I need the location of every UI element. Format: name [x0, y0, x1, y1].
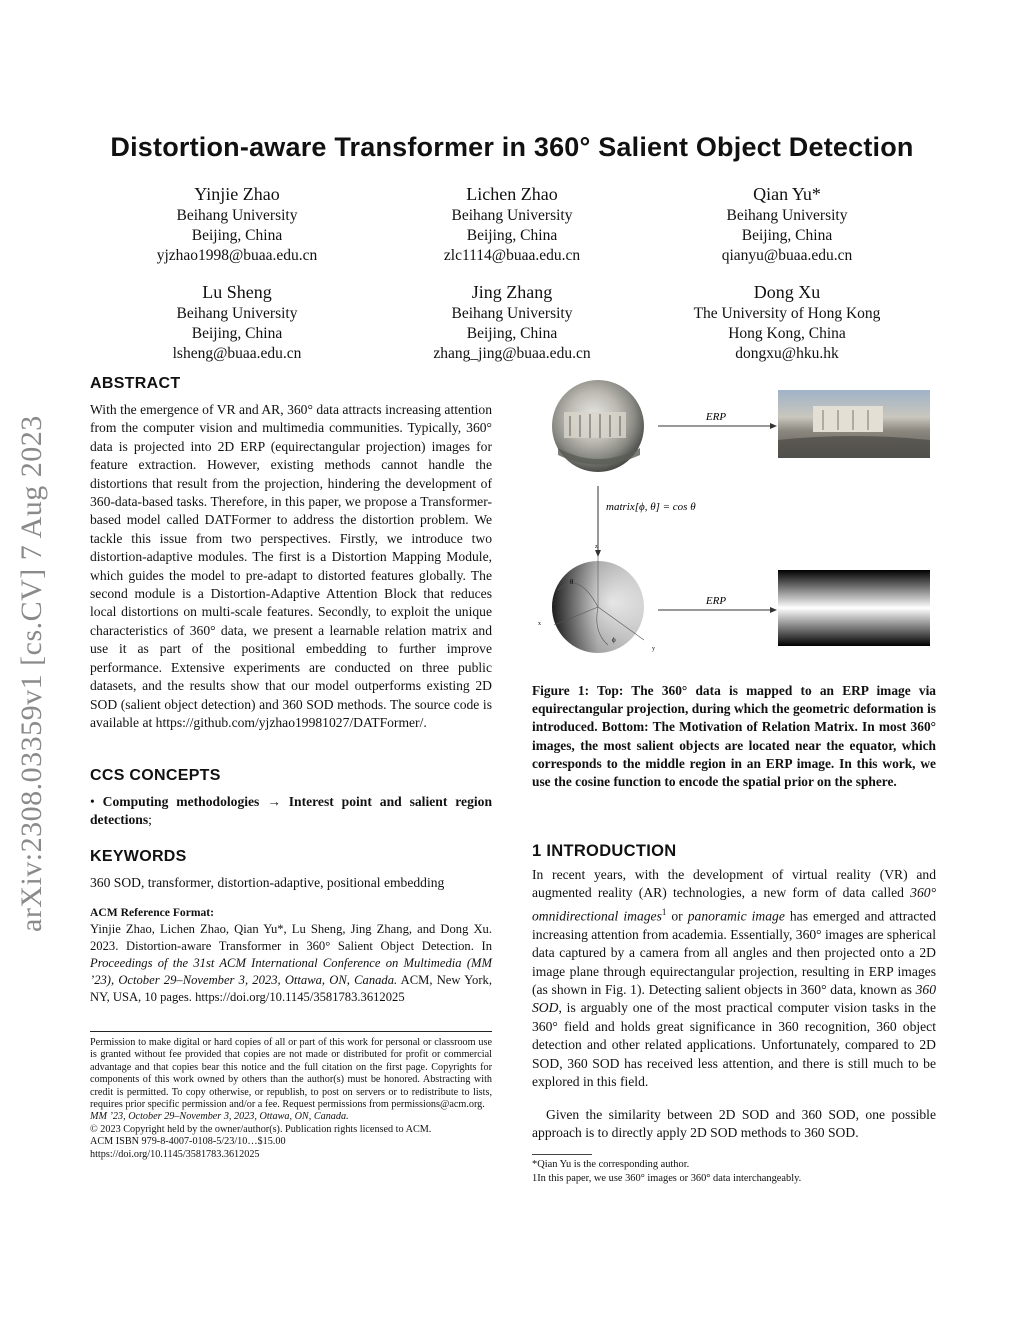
author-affiliation: Beihang University: [451, 207, 573, 224]
arxiv-stamp: arXiv:2308.03359v1 [cs.CV] 7 Aug 2023: [15, 415, 48, 932]
author-affiliation: Beihang University: [726, 207, 848, 224]
axis-y-label: y: [652, 646, 655, 652]
author-email: qianyu@buaa.edu.cn: [721, 247, 853, 264]
acm-reference: [90, 921, 492, 1006]
author-email: zlc1114@buaa.edu.cn: [443, 247, 581, 264]
footnotes: [532, 1158, 936, 1186]
author-name: Dong Xu: [753, 282, 821, 302]
figure-1: [538, 370, 938, 670]
footnote-rule-right: [532, 1154, 592, 1155]
erp-ground: [778, 436, 930, 458]
author-name: Lu Sheng: [202, 282, 272, 302]
author-location: Hong Kong, China: [728, 325, 846, 342]
intro-paragraph-1: [532, 866, 936, 1091]
axis-z-label: z: [595, 544, 598, 550]
permission-doi: https://doi.org/10.1145/3581783.3612025: [90, 1148, 260, 1160]
keywords-heading: KEYWORDS: [90, 848, 187, 865]
author-block: [382, 182, 642, 266]
author-name: Qian Yu*: [753, 184, 821, 204]
author-block: [657, 182, 917, 266]
permission-copyright: © 2023 Copyright held by the owner/author(s). Publication rights licensed to ACM.: [90, 1123, 432, 1135]
intro-term: 360° omnidirectional images: [532, 885, 936, 924]
ccs-concept-bold: Computing methodologies → Interest point and salient region detections: [90, 794, 493, 828]
intro-text: has emerged and attracted increasing attention from academia. Essentially, 360° images are spherical data captured by a camera from all angles and then projected onto a 2D image plane through equirectangular projection, resulting in ERP images (as shown in Fig. 1). Detecting salient objects in 360° data, known as: [532, 908, 936, 997]
author-block: [107, 182, 367, 266]
arrow-head-icon: [770, 423, 777, 429]
author-name: Lichen Zhao: [466, 184, 558, 204]
intro-term: panoramic image: [687, 908, 785, 924]
ccs-bullet: •: [90, 794, 95, 809]
keywords-text: 360 SOD, transformer, distortion-adaptive, positional embedding: [90, 875, 445, 890]
ccs-concepts: [90, 793, 492, 830]
erp-cosine-map: [778, 570, 930, 646]
acm-ref-text: Yinjie Zhao, Lichen Zhao, Qian Yu*, Lu Sheng, Jing Zhang, and Dong Xu. 2023. Distortion-aware Transformer in 360° Salient Object Detection. In: [90, 922, 492, 953]
erp-label-bottom: ERP: [705, 595, 727, 607]
author-email: zhang_jing@buaa.edu.cn: [433, 345, 591, 362]
footnote-rule: [90, 1031, 492, 1032]
author-email: dongxu@hku.hk: [735, 345, 839, 362]
author-affiliation: Beihang University: [451, 305, 573, 322]
author-location: Beijing, China: [466, 325, 558, 342]
paper-title: Distortion-aware Transformer in 360° Salient Object Detection: [110, 132, 914, 162]
arrow-head-icon: [770, 607, 777, 613]
permission-venue: MM ’23, October 29–November 3, 2023, Ottawa, ON, Canada.: [90, 1111, 349, 1123]
erp-label-top: ERP: [705, 411, 727, 423]
author-location: Beijing, China: [191, 227, 283, 244]
abstract-text: With the emergence of VR and AR, 360° data attracts increasing attention from the computer vision and multimedia communities. Typically, 360° data is projected into 2D ERP (equirectangular projection) images for feature extraction. However, existing methods cannot handle the distortions that result from the projection, hindering the development of 360-data-based tasks. Therefore, in this paper, we propose a Transformer-based model called DATFormer to address the distortion problem. We tackle this issue from two perspectives. Firstly, we introduce two distortion-adaptive modules. The first is a Distortion Mapping Module, which guides the model to pre-adapt to distorted features globally. The second module is a Distortion-Adaptive Attention Block that reduces local distortions on multi-scale features. Secondly, to exploit the unique characteristics of 360° data, we present a learnable relation matrix and use it as part of the positional embedding to further improve performance. Extensive experiments are conducted on three public datasets, and the results show that our model outperforms existing 2D SOD (salient object detection) and 360 SOD methods. The source code is available at https://github.com/yjzhao19981027/DATFormer/.: [90, 402, 492, 730]
author-name: Yinjie Zhao: [194, 184, 280, 204]
author-email: yjzhao1998@buaa.edu.cn: [156, 247, 318, 264]
permission-isbn: ACM ISBN 979-8-4007-0108-5/23/10…$15.00: [90, 1136, 286, 1148]
author-email: lsheng@buaa.edu.cn: [172, 345, 302, 362]
acm-ref-heading: ACM Reference Format:: [90, 906, 215, 919]
author-affiliation: Beihang University: [176, 305, 298, 322]
intro-text: or: [666, 908, 688, 924]
author-block: [657, 280, 917, 364]
footnote-marker: 1: [661, 906, 667, 917]
figure-caption: Figure 1: Top: The 360° data is mapped to an ERP image via equirectangular projection, during which the geometric deformation is introduced. Bottom: The Motivation of Relation Matrix. In most 360° images, the most salient objects are located near the equator, which corresponds to the middle region in an ERP image. In this work, we use the cosine function to encode the spatial prior on the sphere.: [532, 683, 936, 790]
intro-text: , is arguably one of the most practical computer vision tasks in the 360° field and holds great significance in 360 recognition, 360 object detection and other related applications. Unfortunately, compared to 2D SOD, 360 SOD has received less attention, and there is still much to be explored in this field.: [532, 1000, 936, 1089]
ccs-tail: ;: [148, 812, 152, 828]
author-block: [382, 280, 642, 364]
intro-text: In recent years, with the development of virtual reality (VR) and augmented reality (AR) technologies, a new form of data called: [532, 867, 936, 901]
footnote-2: 1In this paper, we use 360° images or 360° data interchangeably.: [532, 1173, 802, 1184]
acm-ref-venue: Proceedings of the 31st ACM International Conference on Multimedia (MM ’23), October 29–November 3, 2023, Ottawa, ON, Canada.: [90, 956, 492, 987]
footnote-1: *Qian Yu is the corresponding author.: [532, 1159, 690, 1170]
acm-ref-tail: ACM, New York, NY, USA, 10 pages. https://doi.org/10.1145/3581783.3612025: [90, 973, 492, 1004]
author-location: Beijing, China: [466, 227, 558, 244]
author-affiliation: Beihang University: [176, 207, 298, 224]
sphere-building: [564, 412, 626, 438]
author-block: [107, 280, 367, 364]
author-affiliation: The University of Hong Kong: [693, 305, 881, 322]
abstract-heading: ABSTRACT: [90, 375, 181, 392]
ccs-heading: CCS CONCEPTS: [90, 767, 221, 784]
intro-paragraph-2: Given the similarity between 2D SOD and 360 SOD, one possible approach is to directly apply 2D SOD methods to 360 SOD.: [532, 1107, 936, 1141]
permission-block: [90, 1037, 492, 1161]
intro-heading: 1 INTRODUCTION: [532, 842, 677, 860]
author-name: Jing Zhang: [471, 282, 553, 302]
matrix-label: matrix[ϕ, θ] = cos θ: [606, 501, 696, 513]
permission-text: Permission to make digital or hard copies of all or part of this work for personal or classroom use is granted without fee provided that copies are not made or distributed for profit or commercial advantage and that copies bear this notice and the full citation on the first page. Copyrights for components of this work owned by others than the author(s) must be honored. Abstracting with credit is permitted. To copy otherwise, or republish, to post on servers or to redistribute to lists, requires prior specific permission and/or a fee. Request permissions from permissions@acm.org.: [90, 1037, 492, 1111]
phi-label: ϕ: [612, 636, 616, 644]
author-location: Beijing, China: [191, 325, 283, 342]
author-location: Beijing, China: [741, 227, 833, 244]
intro-term: 360 SOD: [532, 981, 936, 1016]
axis-x-label: x: [538, 621, 541, 627]
theta-label: θ: [570, 578, 574, 586]
